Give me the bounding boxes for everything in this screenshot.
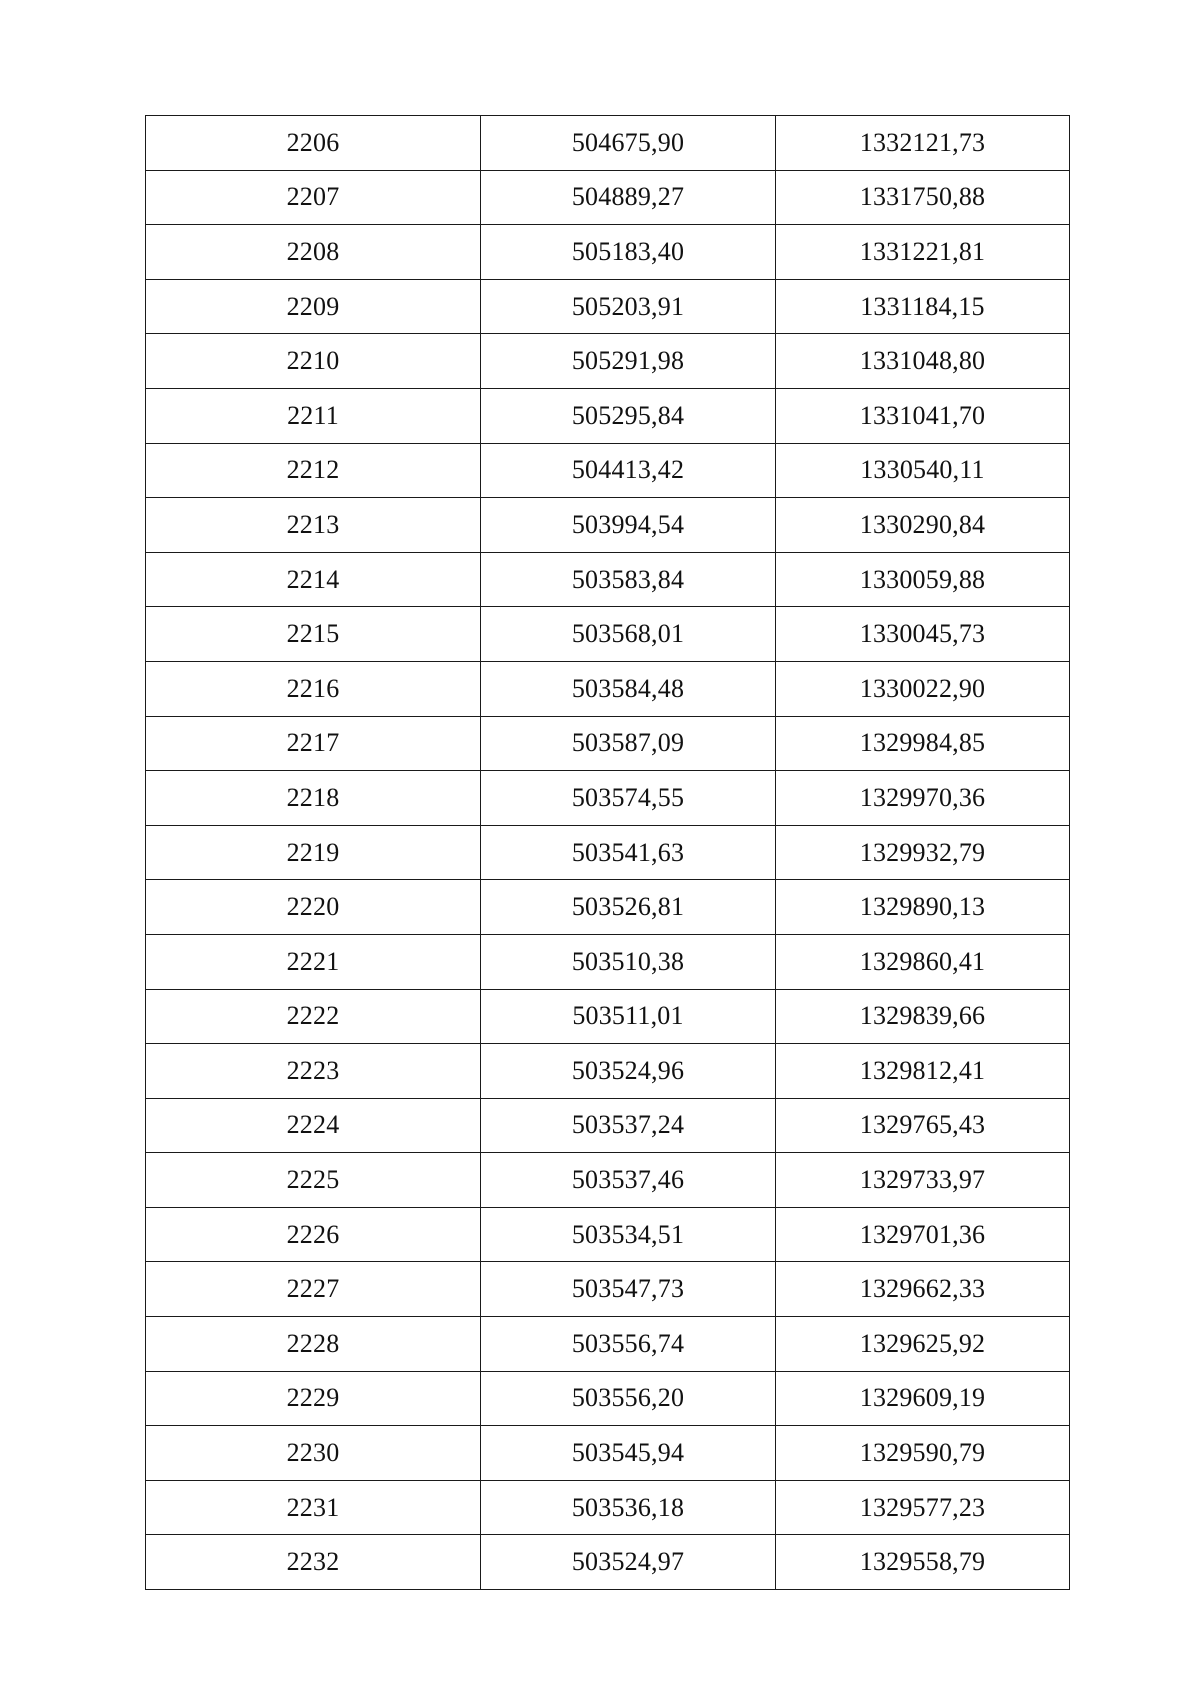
point-number-cell: 2221: [146, 934, 481, 989]
y-coordinate-cell: 1331048,80: [776, 334, 1070, 389]
x-coordinate-cell: 503524,97: [481, 1535, 776, 1590]
table-row: [146, 1535, 1070, 1590]
x-coordinate-cell: 503568,01: [481, 607, 776, 662]
table-row: [146, 771, 1070, 826]
point-number-cell: 2230: [146, 1426, 481, 1481]
y-coordinate-cell: 1330290,84: [776, 498, 1070, 553]
x-coordinate-cell: 503587,09: [481, 716, 776, 771]
point-number-cell: 2208: [146, 225, 481, 280]
x-coordinate-cell: 503534,51: [481, 1207, 776, 1262]
point-number-cell: 2215: [146, 607, 481, 662]
point-number-cell: 2216: [146, 661, 481, 716]
x-coordinate-cell: 503510,38: [481, 934, 776, 989]
y-coordinate-cell: 1329558,79: [776, 1535, 1070, 1590]
x-coordinate-cell: 503545,94: [481, 1426, 776, 1481]
x-coordinate-cell: 503994,54: [481, 498, 776, 553]
table-row: [146, 607, 1070, 662]
table-row: [146, 1262, 1070, 1317]
point-number-cell: 2227: [146, 1262, 481, 1317]
table-row: [146, 170, 1070, 225]
point-number-cell: 2226: [146, 1207, 481, 1262]
y-coordinate-cell: 1329590,79: [776, 1426, 1070, 1481]
y-coordinate-cell: 1330540,11: [776, 443, 1070, 498]
x-coordinate-cell: 503537,46: [481, 1153, 776, 1208]
y-coordinate-cell: 1330059,88: [776, 552, 1070, 607]
x-coordinate-cell: 503556,20: [481, 1371, 776, 1426]
table-row: [146, 934, 1070, 989]
point-number-cell: 2224: [146, 1098, 481, 1153]
table-row: [146, 225, 1070, 280]
point-number-cell: 2225: [146, 1153, 481, 1208]
table-row: [146, 1153, 1070, 1208]
x-coordinate-cell: 505183,40: [481, 225, 776, 280]
table-row: [146, 1480, 1070, 1535]
point-number-cell: 2207: [146, 170, 481, 225]
table-row: [146, 1426, 1070, 1481]
table-row: [146, 661, 1070, 716]
table-row: [146, 334, 1070, 389]
y-coordinate-cell: 1329701,36: [776, 1207, 1070, 1262]
point-number-cell: 2219: [146, 825, 481, 880]
y-coordinate-cell: 1330022,90: [776, 661, 1070, 716]
table-row: [146, 1044, 1070, 1099]
table-row: [146, 880, 1070, 935]
coordinates-table-body: [146, 116, 1070, 1590]
x-coordinate-cell: 504675,90: [481, 116, 776, 171]
point-number-cell: 2209: [146, 279, 481, 334]
y-coordinate-cell: 1330045,73: [776, 607, 1070, 662]
x-coordinate-cell: 503583,84: [481, 552, 776, 607]
y-coordinate-cell: 1331184,15: [776, 279, 1070, 334]
point-number-cell: 2231: [146, 1480, 481, 1535]
y-coordinate-cell: 1329932,79: [776, 825, 1070, 880]
table-row: [146, 116, 1070, 171]
point-number-cell: 2232: [146, 1535, 481, 1590]
y-coordinate-cell: 1329609,19: [776, 1371, 1070, 1426]
x-coordinate-cell: 503511,01: [481, 989, 776, 1044]
point-number-cell: 2229: [146, 1371, 481, 1426]
table-row: [146, 989, 1070, 1044]
point-number-cell: 2214: [146, 552, 481, 607]
coordinates-table: [145, 115, 1070, 1590]
table-row: [146, 388, 1070, 443]
x-coordinate-cell: 503524,96: [481, 1044, 776, 1099]
x-coordinate-cell: 504413,42: [481, 443, 776, 498]
y-coordinate-cell: 1329662,33: [776, 1262, 1070, 1317]
y-coordinate-cell: 1329765,43: [776, 1098, 1070, 1153]
y-coordinate-cell: 1331221,81: [776, 225, 1070, 280]
x-coordinate-cell: 504889,27: [481, 170, 776, 225]
point-number-cell: 2223: [146, 1044, 481, 1099]
x-coordinate-cell: 503584,48: [481, 661, 776, 716]
table-row: [146, 1098, 1070, 1153]
table-row: [146, 716, 1070, 771]
point-number-cell: 2220: [146, 880, 481, 935]
y-coordinate-cell: 1329733,97: [776, 1153, 1070, 1208]
y-coordinate-cell: 1329577,23: [776, 1480, 1070, 1535]
point-number-cell: 2211: [146, 388, 481, 443]
y-coordinate-cell: 1329970,36: [776, 771, 1070, 826]
y-coordinate-cell: 1329625,92: [776, 1317, 1070, 1372]
y-coordinate-cell: 1332121,73: [776, 116, 1070, 171]
table-row: [146, 443, 1070, 498]
x-coordinate-cell: 503526,81: [481, 880, 776, 935]
point-number-cell: 2228: [146, 1317, 481, 1372]
x-coordinate-cell: 503547,73: [481, 1262, 776, 1317]
table-row: [146, 1317, 1070, 1372]
y-coordinate-cell: 1329839,66: [776, 989, 1070, 1044]
x-coordinate-cell: 503537,24: [481, 1098, 776, 1153]
x-coordinate-cell: 505291,98: [481, 334, 776, 389]
table-row: [146, 552, 1070, 607]
y-coordinate-cell: 1329984,85: [776, 716, 1070, 771]
x-coordinate-cell: 503541,63: [481, 825, 776, 880]
table-row: [146, 279, 1070, 334]
point-number-cell: 2217: [146, 716, 481, 771]
table-row: [146, 1371, 1070, 1426]
y-coordinate-cell: 1329860,41: [776, 934, 1070, 989]
x-coordinate-cell: 505295,84: [481, 388, 776, 443]
point-number-cell: 2222: [146, 989, 481, 1044]
point-number-cell: 2210: [146, 334, 481, 389]
x-coordinate-cell: 503536,18: [481, 1480, 776, 1535]
point-number-cell: 2218: [146, 771, 481, 826]
point-number-cell: 2213: [146, 498, 481, 553]
table-row: [146, 825, 1070, 880]
point-number-cell: 2206: [146, 116, 481, 171]
y-coordinate-cell: 1331750,88: [776, 170, 1070, 225]
point-number-cell: 2212: [146, 443, 481, 498]
x-coordinate-cell: 505203,91: [481, 279, 776, 334]
x-coordinate-cell: 503574,55: [481, 771, 776, 826]
y-coordinate-cell: 1331041,70: [776, 388, 1070, 443]
y-coordinate-cell: 1329890,13: [776, 880, 1070, 935]
table-row: [146, 1207, 1070, 1262]
table-row: [146, 498, 1070, 553]
y-coordinate-cell: 1329812,41: [776, 1044, 1070, 1099]
x-coordinate-cell: 503556,74: [481, 1317, 776, 1372]
